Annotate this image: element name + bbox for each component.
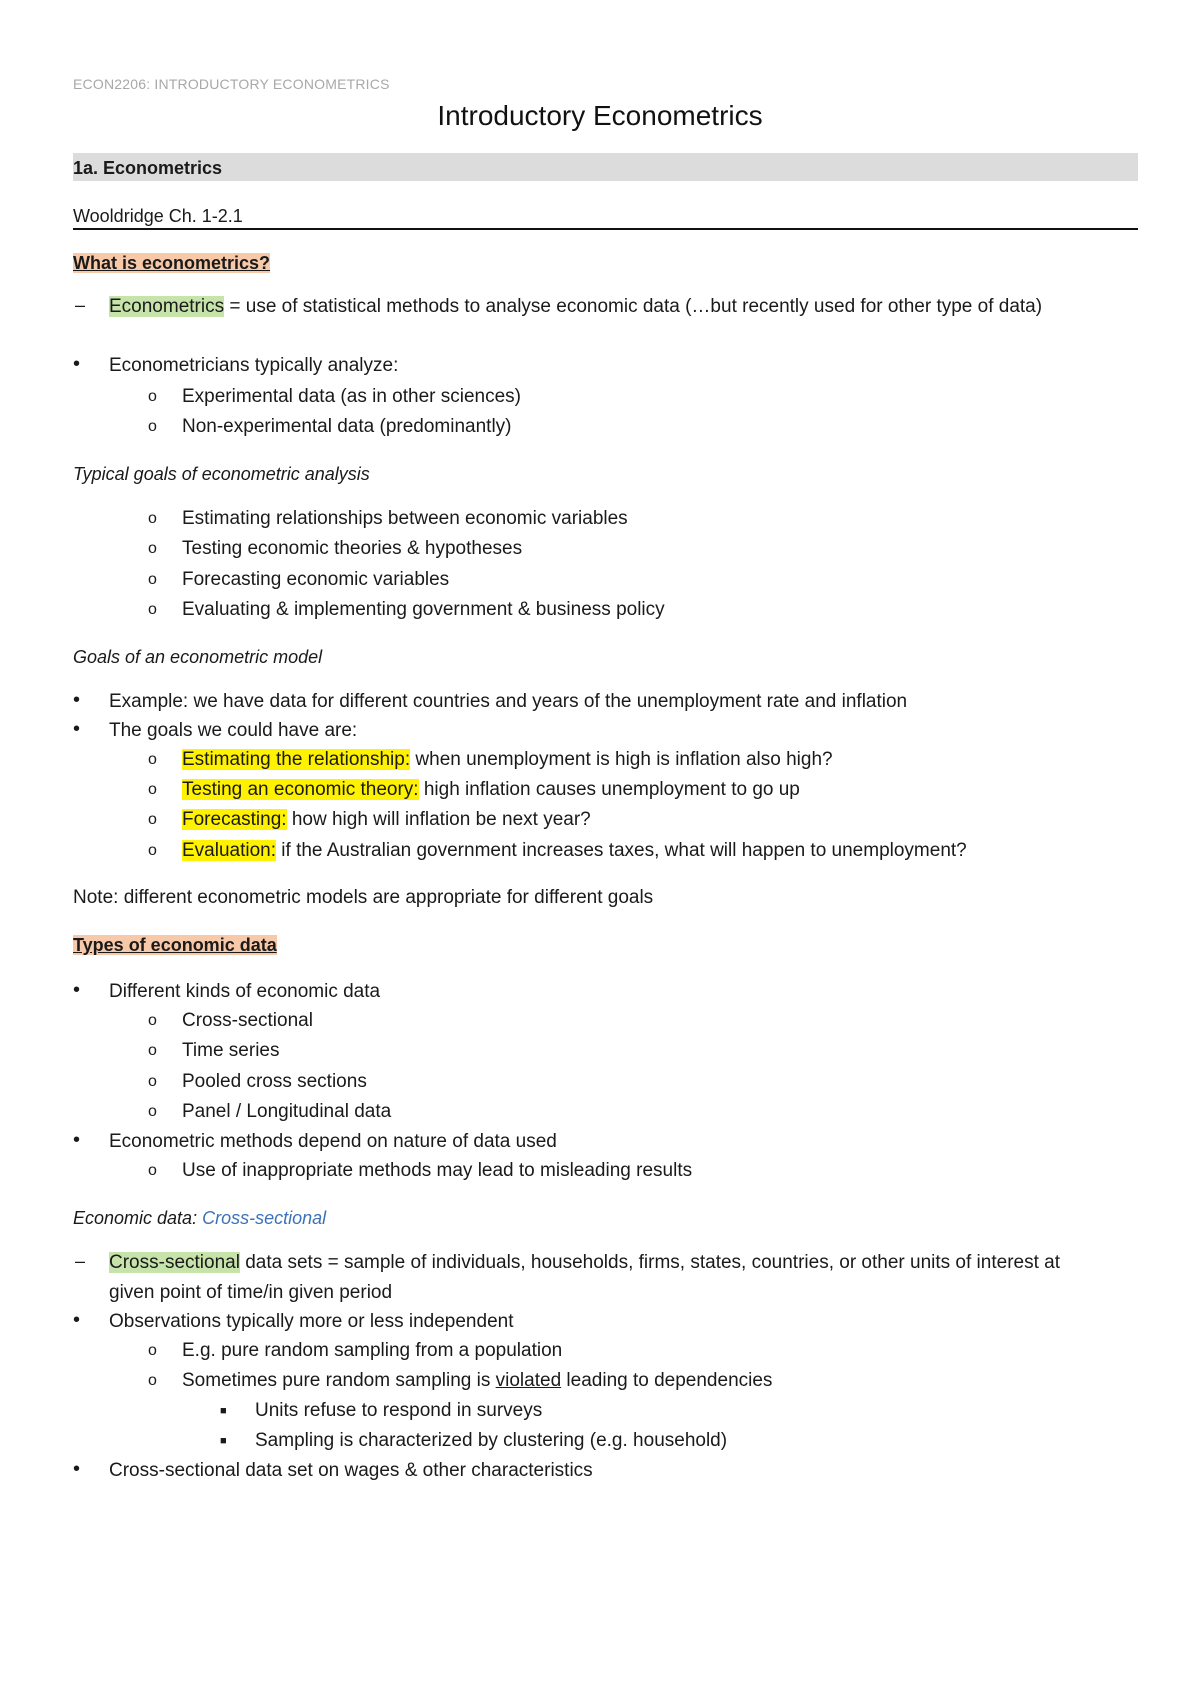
list-item: Experimental data (as in other sciences)	[182, 386, 521, 407]
heading-what-is-text: What is econometrics?	[73, 253, 271, 273]
list-item: Testing economic theories & hypotheses	[182, 538, 523, 559]
bullet-icon: •	[73, 1309, 81, 1331]
subheading-cross-sectional	[73, 1206, 326, 1230]
circle-bullet-icon: o	[148, 811, 157, 828]
list-item: Forecasting economic variables	[182, 569, 450, 590]
circle-bullet-icon: o	[148, 781, 157, 798]
definition-cross-sectional	[109, 1251, 1060, 1275]
circle-bullet-icon: o	[148, 1012, 157, 1029]
goal-item	[182, 839, 967, 863]
goal-text: when unemployment is high is inflation also high?	[410, 749, 833, 770]
goal-item	[182, 778, 800, 802]
circle-bullet-icon: o	[148, 601, 157, 618]
example-text: Example: we have data for different countries and years of the unemployment rate and inflation	[109, 691, 908, 712]
kinds-intro: Different kinds of economic data	[109, 981, 381, 1002]
list-item: Non-experimental data (predominantly)	[182, 416, 512, 437]
definition-econometrics	[109, 295, 1042, 319]
circle-bullet-icon: o	[148, 510, 157, 527]
circle-bullet-icon: o	[148, 571, 157, 588]
bullet-icon: •	[73, 689, 81, 711]
section-bar	[73, 153, 1138, 181]
bullet-icon: •	[73, 718, 81, 740]
wages-text: Cross-sectional data set on wages & other characteristics	[109, 1460, 593, 1481]
definition-continuation: given point of time/in given period	[109, 1282, 393, 1303]
heading-types-text: Types of economic data	[73, 935, 277, 955]
goal-label: Forecasting:	[182, 809, 287, 830]
subheading-model-goals: Goals of an econometric model	[73, 647, 323, 667]
list-item: Evaluating & implementing government & business policy	[182, 599, 665, 620]
term-cross-sectional: Cross-sectional	[109, 1252, 240, 1273]
term-econometrics: Econometrics	[109, 296, 225, 317]
horizontal-rule	[73, 228, 1138, 230]
underlined-violated: violated	[495, 1370, 562, 1391]
circle-bullet-icon: o	[148, 1162, 157, 1179]
square-bullet-icon: ■	[220, 1405, 227, 1417]
goal-label: Estimating the relationship:	[182, 749, 411, 770]
goal-text: how high will inflation be next year?	[286, 809, 591, 830]
goal-label: Testing an economic theory:	[182, 779, 419, 800]
list-item: Time series	[182, 1040, 280, 1061]
list-item: Use of inappropriate methods may lead to misleading results	[182, 1160, 693, 1181]
list-item: E.g. pure random sampling from a population	[182, 1340, 563, 1361]
circle-bullet-icon: o	[148, 1372, 157, 1389]
goals-intro: The goals we could have are:	[109, 720, 358, 741]
circle-bullet-icon: o	[148, 751, 157, 768]
bullet-icon: •	[73, 1458, 81, 1480]
definition-text: data sets = sample of individuals, households, firms, states, countries, or other units of interest at	[239, 1252, 1060, 1273]
circle-bullet-icon: o	[148, 1103, 157, 1120]
bullet-icon: •	[73, 1129, 81, 1151]
goal-text: high inflation causes unemployment to go up	[418, 779, 800, 800]
list-item	[182, 1369, 772, 1393]
circle-bullet-icon: o	[148, 1342, 157, 1359]
list-item: Sampling is characterized by clustering (e.g. household)	[255, 1430, 728, 1451]
section-title: 1a. Econometrics	[73, 158, 223, 178]
square-bullet-icon: ■	[220, 1435, 227, 1447]
list-item: Panel / Longitudinal data	[182, 1101, 392, 1122]
circle-bullet-icon: o	[148, 540, 157, 557]
dash-bullet-icon: –	[75, 1251, 86, 1271]
heading-types	[73, 933, 277, 958]
list-item: Pooled cross sections	[182, 1071, 367, 1092]
list-item: Estimating relationships between economic variables	[182, 508, 628, 529]
reference-text: Wooldridge Ch. 1-2.1	[73, 206, 243, 226]
note-text: Note: different econometric models are appropriate for different goals	[73, 887, 654, 908]
dash-bullet-icon: –	[75, 295, 86, 315]
subheading-typical-goals: Typical goals of econometric analysis	[73, 464, 370, 484]
list-item: Cross-sectional	[182, 1010, 313, 1031]
sometimes-post: leading to dependencies	[561, 1370, 773, 1391]
subheading-term: Cross-sectional	[202, 1208, 327, 1228]
bullet-icon: •	[73, 353, 81, 375]
circle-bullet-icon: o	[148, 388, 157, 405]
methods-text: Econometric methods depend on nature of data used	[109, 1131, 557, 1152]
heading-what-is	[73, 251, 270, 276]
circle-bullet-icon: o	[148, 1042, 157, 1059]
bullet-icon: •	[73, 979, 81, 1001]
goal-label: Evaluation:	[182, 840, 277, 861]
circle-bullet-icon: o	[148, 418, 157, 435]
definition-text: = use of statistical methods to analyse economic data (…but recently used for other type of data)	[224, 296, 1043, 317]
goal-text: if the Australian government increases taxes, what will happen to unemployment?	[276, 840, 967, 861]
observations-text: Observations typically more or less independent	[109, 1311, 514, 1332]
analyze-intro: Econometricians typically analyze:	[109, 355, 399, 376]
course-header: ECON2206: INTRODUCTORY ECONOMETRICS	[73, 76, 390, 92]
goal-item	[182, 748, 833, 772]
list-item: Units refuse to respond in surveys	[255, 1400, 543, 1421]
subheading-prefix: Economic data:	[73, 1208, 203, 1228]
circle-bullet-icon: o	[148, 1073, 157, 1090]
circle-bullet-icon: o	[148, 842, 157, 859]
page-title: Introductory Econometrics	[437, 100, 763, 131]
goal-item	[182, 808, 591, 832]
sometimes-pre: Sometimes pure random sampling is	[182, 1370, 496, 1391]
